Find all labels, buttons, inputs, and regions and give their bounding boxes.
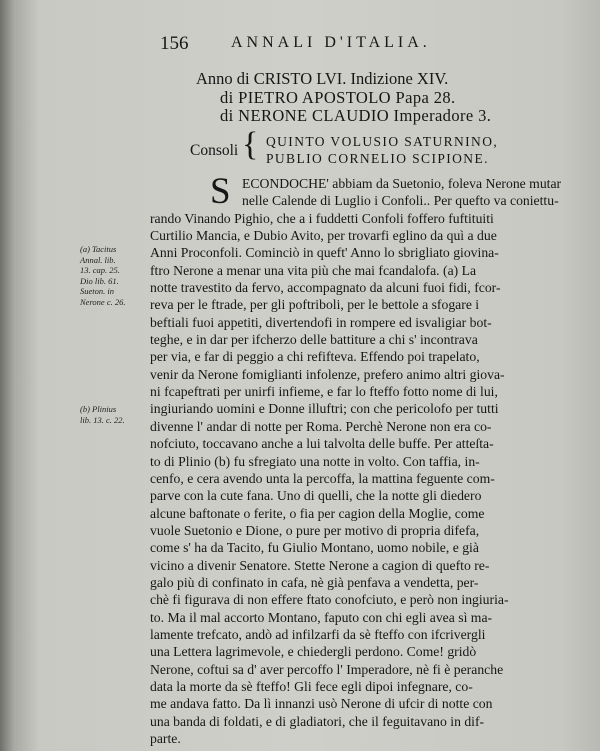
text-line: vicino a divenir Senatore. Stette Nerone a cagion di quefto re- [150, 557, 490, 573]
text-line: nofciuto, toccavano anche a lui talvolta delle buffe. Per atteſta- [150, 436, 494, 452]
text-line: divenne l' andar di notte per Roma. Perchè Nerone non era co- [150, 418, 492, 434]
sidenote-line: Nerone c. 26. [80, 296, 126, 307]
text-line: venir da Nerone fomiglianti infolenze, prefero animo altri giova- [150, 366, 505, 382]
page-number: 156 [160, 33, 189, 54]
running-title: ANNALI D'ITALIA. [231, 34, 431, 51]
sidenote-line: Dio lib. 61. [80, 275, 119, 286]
sidenote-line: lib. 13. c. 22. [80, 414, 125, 425]
text-line: ni fcapeftrati per unirfi infieme, e far lo fteffo fotto nome di lui, [150, 384, 498, 400]
consuls-label: Consoli [190, 142, 239, 159]
text-line: beftiali fuoi appetiti, divertendofi in rompere ed isvaligiar bot- [150, 314, 492, 330]
text-line: me andava fatto. Da lì innanzi usò Nerone di ufcir di notte con [150, 696, 493, 712]
text-line: ingiuriando uomini e Donne illuftri; con che pericolofo per tutti [150, 401, 499, 417]
text-line: ftro Nerone a menar una vita più che mai fcandalofa. (a) La [150, 262, 477, 278]
text-line: Curtilio Mancia, e Dubio Avito, per trovarfi eglino da quì a due [150, 228, 497, 244]
sidenote-line: Sueton. in [80, 286, 114, 296]
text-line: vuole Suetonio e Dione, o pure per motivo di propria difefa, [150, 522, 480, 538]
text-line: lamente trefcato, andò ad infilzarfi da sè fteffo con ifcrivergli [150, 626, 486, 642]
heading-line-3: di NERONE CLAUDIO Imperadore 3. [220, 106, 492, 125]
text-line: parte. [150, 731, 181, 746]
heading-line-1: Anno di CRISTO LVI. Indizione XIV. [196, 69, 449, 88]
text-line: una banda di foldati, e di gladiatori, che il feguitavano in dif- [150, 713, 485, 729]
year-heading [196, 70, 491, 126]
text-line: nelle Calende di Luglio i Confoli.. Per quefto va coniettu- [242, 193, 559, 209]
consul-name: QUINTO VOLUSIO SATURNINO, [266, 134, 499, 149]
text-line: per via, e far di peggio a chi refifteva. Effendo poi trapelato, [150, 349, 480, 365]
text-line: to. Ma il mal accorto Montano, faputo con chi egli avea sì ma- [150, 609, 493, 625]
drop-cap: S [210, 171, 231, 212]
text-line: teghe, e in dar per ifcherzo delle battiture a chi s' incontrava [150, 332, 478, 348]
text-line: come s' ha da Tacito, fu Giulio Montano, uomo nobile, e già [150, 540, 479, 556]
text-line: una Lettera lagrimevole, e chiedergli perdono. Come! gridò [150, 644, 477, 660]
sidenote-a [80, 244, 125, 307]
text-line: galo più di confinato in cafa, nè già penfava a vendetta, per- [150, 574, 479, 590]
text-line: ECONDOCHE' abbiam da Suetonio, foleva Nerone mutar [242, 176, 562, 191]
heading-line-2: di PIETRO APOSTOLO Papa 28. [220, 87, 456, 107]
text-line: chè fi figurava di non effere ftato conofciuto, e però non ingiuria- [150, 592, 509, 608]
sidenote-line: Annal. lib. [80, 254, 116, 265]
text-line: cenfo, e cera avendo unta la percoffa, la mattina feguente com- [150, 470, 495, 486]
text-line: to di Plinio (b) fu sfregiato una notte in volto. Con taffia, in- [150, 453, 480, 469]
consul-name: PUBLIO CORNELIO SCIPIONE. [266, 151, 489, 166]
text-line: notte travestito da fervo, accompagnato da alcuni fuoi fidi, fcor- [150, 280, 501, 296]
text-line: data la morte da sè fteffo! Gli fece egli dipoi infegnare, co- [150, 678, 473, 694]
sidenote-line: (a) Tacitus [80, 244, 117, 254]
text-line: Anni Proconfoli. Cominciò in queft' Anno lo sbrigliato giovina- [150, 245, 499, 261]
sidenote-line: (b) Plinius [80, 404, 117, 414]
consuls-names [266, 133, 498, 167]
sidenote-line: 13. cap. 25. [80, 265, 120, 275]
text-line: reva per le ftrade, per gli poftriboli, per le bettole a sfogare i [150, 297, 480, 313]
main-text [150, 171, 562, 747]
text-line: rando Vinando Pighio, che a i fuddetti Confoli foffero fuftituiti [150, 210, 494, 226]
brace-icon: { [242, 126, 259, 163]
text-line: Nerone, coftui sa d' aver percoffo l' Imperadore, nè fi è peranche [150, 661, 504, 677]
sidenote-b [80, 404, 125, 425]
text-line: parve con la cute fana. Uno di quelli, che la notte gli diedero [150, 488, 482, 504]
text-line: alcune baftonate o ferite, o fia per cagion della Moglie, come [150, 505, 485, 521]
